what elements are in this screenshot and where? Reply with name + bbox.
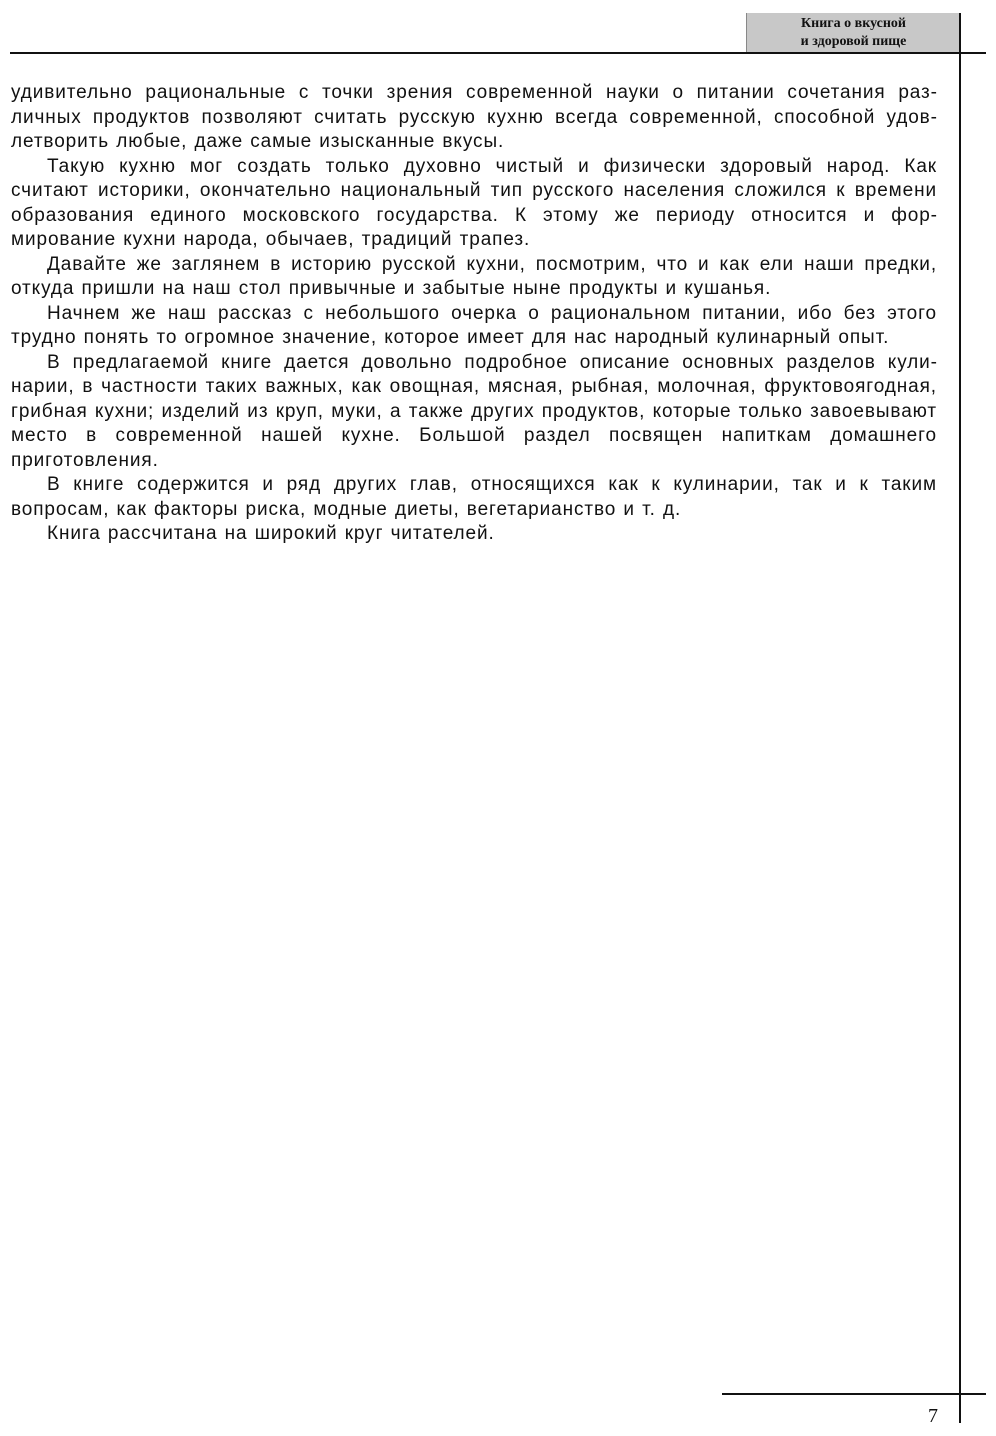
running-header-line-2: и здоровой пище: [800, 34, 907, 49]
paragraph: Книга рассчитана на широкий круг читателей.: [47, 523, 495, 544]
body-text: [11, 81, 937, 547]
header-rule: [10, 52, 986, 54]
running-header-line-1: Книга о вкусной: [801, 16, 906, 31]
footer-rule: [722, 1393, 986, 1395]
paragraph: Начнем же наш рассказ с небольшого очерка о рациональном питании, ибо без этого трудно понять то огромное значение, которое имеет для нас народный кулинарный опыт.: [11, 302, 937, 348]
paragraph: В книге содержится и ряд других глав, относящихся как к кулинарии, так и к таким вопросам, как факторы риска, модные диеты, вегетарианство и т. д.: [11, 474, 937, 520]
paragraph: Такую кухню мог создать только духовно чистый и физически здоровый народ. Как считают историки, окончательно национальный тип русского населения сложился к времени образования единого московского государства. К этому же периоду относится и формирование кухни народа, обычаев, традиций трапез.: [11, 155, 937, 250]
paragraph: В предлагаемой книге дается довольно подробное описание основных разделов кулинарии, в частности таких важных, как овощная, мясная, рыбная, молочная, фруктовоягодная, грибная кухни; изделий из круп, муки, а также других продуктов, которые только завоевывают место в современной нашей кухне. Большой раздел посвящен напиткам домашнего приготовления.: [11, 351, 937, 471]
running-header: [746, 13, 960, 53]
margin-rule: [959, 13, 961, 1423]
paragraph-continuation: удивительно рациональные с точки зрения современной науки о питании сочетания различных продуктов позволяют считать русскую кухню всегда современной, способной удовлетворить любые, даже самые изысканные вкусы.: [11, 82, 937, 152]
paragraph: Давайте же заглянем в историю русской кухни, посмотрим, что и как ели наши предки, откуда пришли на наш стол привычные и забытые ныне продукты и кушанья.: [11, 253, 937, 299]
page-number: 7: [928, 1405, 938, 1427]
